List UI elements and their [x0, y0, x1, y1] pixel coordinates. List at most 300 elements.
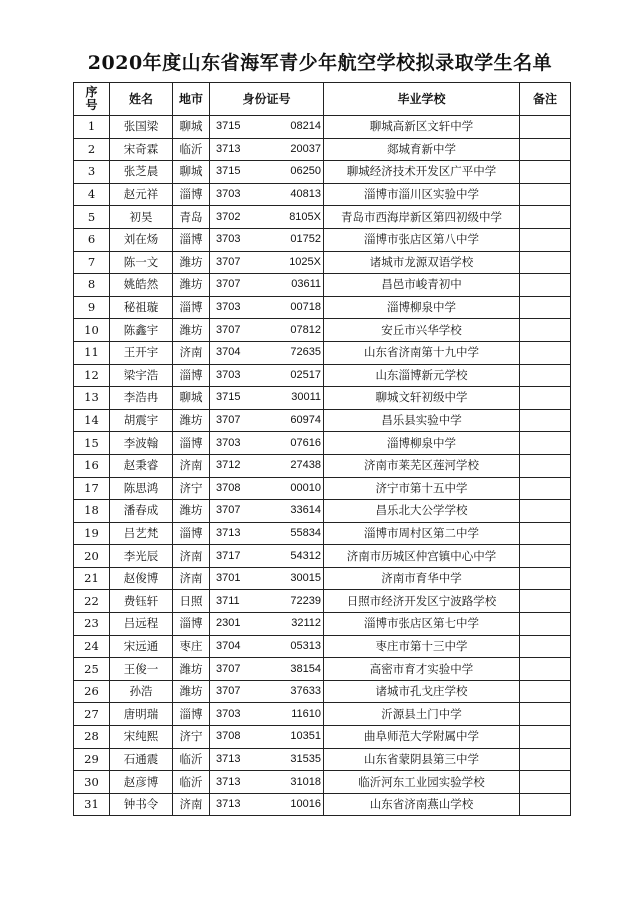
cell-seq: 16 [74, 454, 110, 477]
cell-school: 淄博市淄川区实验中学 [324, 183, 520, 206]
id-redaction-mask [252, 590, 288, 612]
id-redaction-mask [252, 432, 288, 454]
id-prefix: 3703 [216, 233, 241, 246]
id-prefix: 3715 [216, 120, 241, 133]
id-suffix: 03611 [291, 278, 321, 291]
table-row [74, 726, 571, 749]
cell-note [520, 590, 571, 613]
id-suffix: 07616 [290, 436, 321, 449]
cell-city: 济宁 [173, 726, 210, 749]
id-suffix: 37633 [290, 685, 321, 698]
cell-city: 日照 [173, 590, 210, 613]
table-row [74, 658, 571, 681]
id-prefix: 3713 [216, 798, 241, 811]
cell-city: 潍坊 [173, 500, 210, 523]
cell-seq: 20 [74, 545, 110, 568]
cell-city: 济南 [173, 341, 210, 364]
cell-name: 钟书令 [110, 793, 173, 816]
id-redaction-mask [252, 613, 288, 635]
table-row [74, 613, 571, 636]
id-redaction-mask [252, 523, 288, 545]
cell-city: 枣庄 [173, 635, 210, 658]
cell-name: 李波翰 [110, 432, 173, 455]
cell-seq: 24 [74, 635, 110, 658]
id-prefix: 3717 [216, 549, 241, 562]
table-row [74, 680, 571, 703]
cell-seq: 7 [74, 251, 110, 274]
cell-name: 赵彦博 [110, 771, 173, 794]
cell-note [520, 771, 571, 794]
id-suffix: 10016 [290, 798, 321, 811]
cell-name: 孙浩 [110, 680, 173, 703]
id-prefix: 3707 [216, 504, 241, 517]
cell-city: 潍坊 [173, 251, 210, 274]
cell-note [520, 613, 571, 636]
id-redaction-mask [252, 681, 288, 703]
id-redaction-mask [252, 229, 288, 251]
table-row [74, 500, 571, 523]
table-row [74, 364, 571, 387]
id-redaction-mask [252, 455, 288, 477]
id-prefix: 3707 [216, 662, 241, 675]
cell-name: 张国梁 [110, 116, 173, 139]
id-prefix: 3707 [216, 255, 241, 268]
id-suffix: 20037 [290, 142, 321, 155]
cell-id [210, 409, 324, 432]
cell-seq: 25 [74, 658, 110, 681]
cell-note [520, 364, 571, 387]
table-row [74, 341, 571, 364]
id-suffix: 72635 [290, 346, 321, 359]
id-prefix: 3707 [216, 278, 241, 291]
id-suffix: 31018 [290, 775, 321, 788]
cell-name: 陈一文 [110, 251, 173, 274]
cell-note [520, 454, 571, 477]
cell-school: 诸城市孔戈庄学校 [324, 680, 520, 703]
cell-school: 昌邑市峻青初中 [324, 274, 520, 297]
id-redaction-mask [252, 116, 288, 138]
cell-city: 济南 [173, 545, 210, 568]
table-row [74, 138, 571, 161]
cell-seq: 17 [74, 477, 110, 500]
cell-name: 陈鑫宇 [110, 319, 173, 342]
id-redaction-mask [252, 365, 288, 387]
cell-note [520, 116, 571, 139]
cell-school: 昌乐县实验中学 [324, 409, 520, 432]
cell-city: 淄博 [173, 296, 210, 319]
cell-id [210, 703, 324, 726]
id-prefix: 3703 [216, 436, 241, 449]
cell-school: 山东淄博新元学校 [324, 364, 520, 387]
table-header-row [74, 83, 571, 116]
cell-note [520, 658, 571, 681]
cell-seq: 15 [74, 432, 110, 455]
table-row [74, 477, 571, 500]
cell-seq: 14 [74, 409, 110, 432]
cell-city: 潍坊 [173, 274, 210, 297]
cell-school: 淄博市张店区第七中学 [324, 613, 520, 636]
cell-seq: 22 [74, 590, 110, 613]
id-suffix: 10351 [290, 730, 321, 743]
id-suffix: 31535 [290, 752, 321, 765]
table-row [74, 116, 571, 139]
table-row [74, 522, 571, 545]
id-suffix: 11610 [291, 707, 321, 720]
cell-id [210, 138, 324, 161]
id-suffix: 33614 [290, 504, 321, 517]
cell-id [210, 771, 324, 794]
table-row [74, 793, 571, 816]
id-redaction-mask [252, 387, 288, 409]
cell-city: 临沂 [173, 138, 210, 161]
id-prefix: 3715 [216, 165, 241, 178]
cell-city: 潍坊 [173, 680, 210, 703]
cell-school: 曲阜师范大学附属中学 [324, 726, 520, 749]
id-prefix: 3703 [216, 707, 241, 720]
cell-note [520, 545, 571, 568]
cell-seq: 4 [74, 183, 110, 206]
table-row [74, 771, 571, 794]
header-school: 毕业学校 [324, 83, 520, 116]
cell-city: 济宁 [173, 477, 210, 500]
cell-note [520, 387, 571, 410]
cell-name: 秘祖璇 [110, 296, 173, 319]
cell-name: 吕远程 [110, 613, 173, 636]
id-suffix: 54312 [290, 549, 321, 562]
table-row [74, 454, 571, 477]
cell-seq: 21 [74, 567, 110, 590]
id-redaction-mask [252, 500, 288, 522]
id-suffix: 05313 [290, 639, 321, 652]
cell-seq: 2 [74, 138, 110, 161]
cell-seq: 23 [74, 613, 110, 636]
cell-note [520, 251, 571, 274]
id-suffix: 40813 [290, 188, 321, 201]
cell-name: 石通震 [110, 748, 173, 771]
cell-seq: 18 [74, 500, 110, 523]
cell-note [520, 748, 571, 771]
id-prefix: 3713 [216, 142, 241, 155]
id-redaction-mask [252, 161, 288, 183]
cell-school: 山东省蒙阴县第三中学 [324, 748, 520, 771]
cell-id [210, 364, 324, 387]
cell-seq: 28 [74, 726, 110, 749]
id-redaction-mask [252, 410, 288, 432]
cell-city: 潍坊 [173, 409, 210, 432]
cell-city: 聊城 [173, 387, 210, 410]
cell-name: 姚皓然 [110, 274, 173, 297]
cell-city: 济南 [173, 793, 210, 816]
cell-name: 吕艺梵 [110, 522, 173, 545]
cell-note [520, 161, 571, 184]
cell-note [520, 138, 571, 161]
cell-note [520, 522, 571, 545]
id-redaction-mask [252, 342, 288, 364]
id-suffix: 38154 [290, 662, 321, 675]
cell-city: 淄博 [173, 432, 210, 455]
cell-note [520, 432, 571, 455]
id-redaction-mask [252, 658, 288, 680]
table-row [74, 409, 571, 432]
cell-name: 潘春成 [110, 500, 173, 523]
id-suffix: 1025X [289, 255, 321, 268]
table-row [74, 432, 571, 455]
cell-school: 聊城经济技术开发区广平中学 [324, 161, 520, 184]
cell-school: 高密市育才实验中学 [324, 658, 520, 681]
cell-name: 胡震宇 [110, 409, 173, 432]
cell-school: 枣庄市第十三中学 [324, 635, 520, 658]
cell-note [520, 228, 571, 251]
header-name: 姓名 [110, 83, 173, 116]
id-suffix: 01752 [290, 233, 321, 246]
id-suffix: 02517 [290, 368, 321, 381]
id-prefix: 3707 [216, 414, 241, 427]
cell-name: 宋远通 [110, 635, 173, 658]
cell-note [520, 274, 571, 297]
cell-school: 青岛市西海岸新区第四初级中学 [324, 206, 520, 229]
cell-city: 淄博 [173, 364, 210, 387]
cell-id [210, 206, 324, 229]
id-redaction-mask [252, 478, 288, 500]
cell-seq: 30 [74, 771, 110, 794]
table-row [74, 228, 571, 251]
cell-id [210, 477, 324, 500]
cell-note [520, 680, 571, 703]
cell-city: 淄博 [173, 522, 210, 545]
cell-seq: 12 [74, 364, 110, 387]
header-note: 备注 [520, 83, 571, 116]
cell-name: 赵秉睿 [110, 454, 173, 477]
table-row [74, 251, 571, 274]
cell-note [520, 703, 571, 726]
table-row [74, 590, 571, 613]
cell-school: 聊城文轩初级中学 [324, 387, 520, 410]
id-suffix: 27438 [290, 459, 321, 472]
id-suffix: 72239 [290, 594, 321, 607]
cell-school: 郯城育新中学 [324, 138, 520, 161]
cell-id [210, 341, 324, 364]
cell-id [210, 590, 324, 613]
cell-city: 济南 [173, 454, 210, 477]
id-prefix: 3708 [216, 481, 241, 494]
id-redaction-mask [252, 297, 288, 319]
table-row [74, 635, 571, 658]
id-prefix: 3707 [216, 685, 241, 698]
id-redaction-mask [252, 274, 288, 296]
id-prefix: 3707 [216, 323, 241, 336]
id-suffix: 08214 [290, 120, 321, 133]
cell-seq: 19 [74, 522, 110, 545]
cell-name: 费钰轩 [110, 590, 173, 613]
cell-id [210, 613, 324, 636]
cell-seq: 10 [74, 319, 110, 342]
cell-id [210, 748, 324, 771]
cell-seq: 13 [74, 387, 110, 410]
cell-school: 淄博柳泉中学 [324, 432, 520, 455]
cell-school: 淄博市张店区第八中学 [324, 228, 520, 251]
cell-id [210, 274, 324, 297]
document-title: 2020年度山东省海军青少年航空学校拟录取学生名单 [87, 52, 553, 74]
cell-city: 青岛 [173, 206, 210, 229]
table-row [74, 319, 571, 342]
cell-note [520, 296, 571, 319]
id-redaction-mask [252, 184, 288, 206]
cell-note [520, 319, 571, 342]
cell-note [520, 726, 571, 749]
id-suffix: 8105X [289, 210, 321, 223]
id-redaction-mask [252, 206, 288, 228]
cell-school: 济南市历城区仲宫镇中心中学 [324, 545, 520, 568]
cell-name: 初昊 [110, 206, 173, 229]
cell-id [210, 658, 324, 681]
cell-school: 淄博柳泉中学 [324, 296, 520, 319]
cell-id [210, 726, 324, 749]
cell-id [210, 319, 324, 342]
cell-name: 李光辰 [110, 545, 173, 568]
table-body [74, 116, 571, 816]
header-seq-label: 序号 [85, 85, 98, 112]
cell-name: 陈思鸿 [110, 477, 173, 500]
cell-school: 安丘市兴华学校 [324, 319, 520, 342]
cell-id [210, 635, 324, 658]
cell-id [210, 183, 324, 206]
cell-name: 张芝晨 [110, 161, 173, 184]
cell-note [520, 500, 571, 523]
id-prefix: 2301 [216, 617, 241, 630]
table-row [74, 387, 571, 410]
table-row [74, 703, 571, 726]
cell-school: 诸城市龙源双语学校 [324, 251, 520, 274]
cell-note [520, 793, 571, 816]
cell-seq: 26 [74, 680, 110, 703]
id-prefix: 3702 [216, 210, 241, 223]
cell-city: 淄博 [173, 703, 210, 726]
id-redaction-mask [252, 568, 288, 590]
id-redaction-mask [252, 319, 288, 341]
id-suffix: 32112 [291, 617, 321, 630]
id-prefix: 3713 [216, 775, 241, 788]
id-suffix: 00010 [290, 481, 321, 494]
cell-school: 济南市莱芜区莲河学校 [324, 454, 520, 477]
table-row [74, 545, 571, 568]
id-suffix: 30015 [290, 572, 321, 585]
id-suffix: 60974 [290, 414, 321, 427]
cell-id [210, 116, 324, 139]
cell-id [210, 793, 324, 816]
id-prefix: 3713 [216, 526, 241, 539]
cell-city: 临沂 [173, 771, 210, 794]
cell-school: 济宁市第十五中学 [324, 477, 520, 500]
cell-city: 聊城 [173, 116, 210, 139]
id-prefix: 3704 [216, 346, 241, 359]
cell-name: 王开宇 [110, 341, 173, 364]
cell-name: 刘在炀 [110, 228, 173, 251]
cell-id [210, 251, 324, 274]
cell-seq: 9 [74, 296, 110, 319]
id-redaction-mask [252, 771, 288, 793]
cell-name: 梁宇浩 [110, 364, 173, 387]
id-redaction-mask [252, 139, 288, 161]
cell-seq: 5 [74, 206, 110, 229]
id-redaction-mask [252, 252, 288, 274]
id-suffix: 55834 [290, 526, 321, 539]
id-prefix: 3704 [216, 639, 241, 652]
cell-id [210, 500, 324, 523]
cell-note [520, 409, 571, 432]
id-redaction-mask [252, 749, 288, 771]
cell-school: 临沂河东工业园实验学校 [324, 771, 520, 794]
cell-name: 李浩冉 [110, 387, 173, 410]
id-prefix: 3711 [216, 594, 240, 607]
cell-school: 日照市经济开发区宁波路学校 [324, 590, 520, 613]
cell-id [210, 680, 324, 703]
cell-name: 宋纯熙 [110, 726, 173, 749]
cell-id [210, 522, 324, 545]
id-prefix: 3715 [216, 391, 241, 404]
cell-school: 山东省济南第十九中学 [324, 341, 520, 364]
table-row [74, 567, 571, 590]
cell-note [520, 341, 571, 364]
id-prefix: 3701 [216, 572, 241, 585]
id-prefix: 3703 [216, 188, 241, 201]
header-seq [74, 83, 110, 116]
cell-note [520, 635, 571, 658]
id-redaction-mask [252, 794, 288, 816]
cell-note [520, 206, 571, 229]
cell-id [210, 296, 324, 319]
cell-city: 淄博 [173, 613, 210, 636]
cell-id [210, 432, 324, 455]
id-suffix: 00718 [290, 301, 321, 314]
table-row [74, 748, 571, 771]
cell-id [210, 161, 324, 184]
table-row [74, 296, 571, 319]
id-suffix: 30011 [291, 391, 321, 404]
header-city: 地市 [173, 83, 210, 116]
cell-note [520, 567, 571, 590]
cell-seq: 11 [74, 341, 110, 364]
table-row [74, 183, 571, 206]
cell-city: 聊城 [173, 161, 210, 184]
cell-school: 沂源县土门中学 [324, 703, 520, 726]
id-redaction-mask [252, 703, 288, 725]
table-row [74, 274, 571, 297]
cell-seq: 8 [74, 274, 110, 297]
cell-name: 宋奇霖 [110, 138, 173, 161]
cell-name: 赵元祥 [110, 183, 173, 206]
cell-name: 赵俊博 [110, 567, 173, 590]
cell-school: 淄博市周村区第二中学 [324, 522, 520, 545]
cell-name: 王俊一 [110, 658, 173, 681]
cell-city: 济南 [173, 567, 210, 590]
cell-seq: 27 [74, 703, 110, 726]
cell-name: 唐明瑞 [110, 703, 173, 726]
id-prefix: 3703 [216, 301, 241, 314]
cell-school: 聊城高新区文轩中学 [324, 116, 520, 139]
cell-seq: 3 [74, 161, 110, 184]
cell-school: 昌乐北大公学学校 [324, 500, 520, 523]
cell-id [210, 228, 324, 251]
cell-seq: 29 [74, 748, 110, 771]
cell-city: 淄博 [173, 228, 210, 251]
admission-table [73, 82, 571, 816]
table-row [74, 161, 571, 184]
id-prefix: 3713 [216, 752, 241, 765]
cell-note [520, 183, 571, 206]
table-row [74, 206, 571, 229]
id-suffix: 06250 [290, 165, 321, 178]
cell-city: 淄博 [173, 183, 210, 206]
